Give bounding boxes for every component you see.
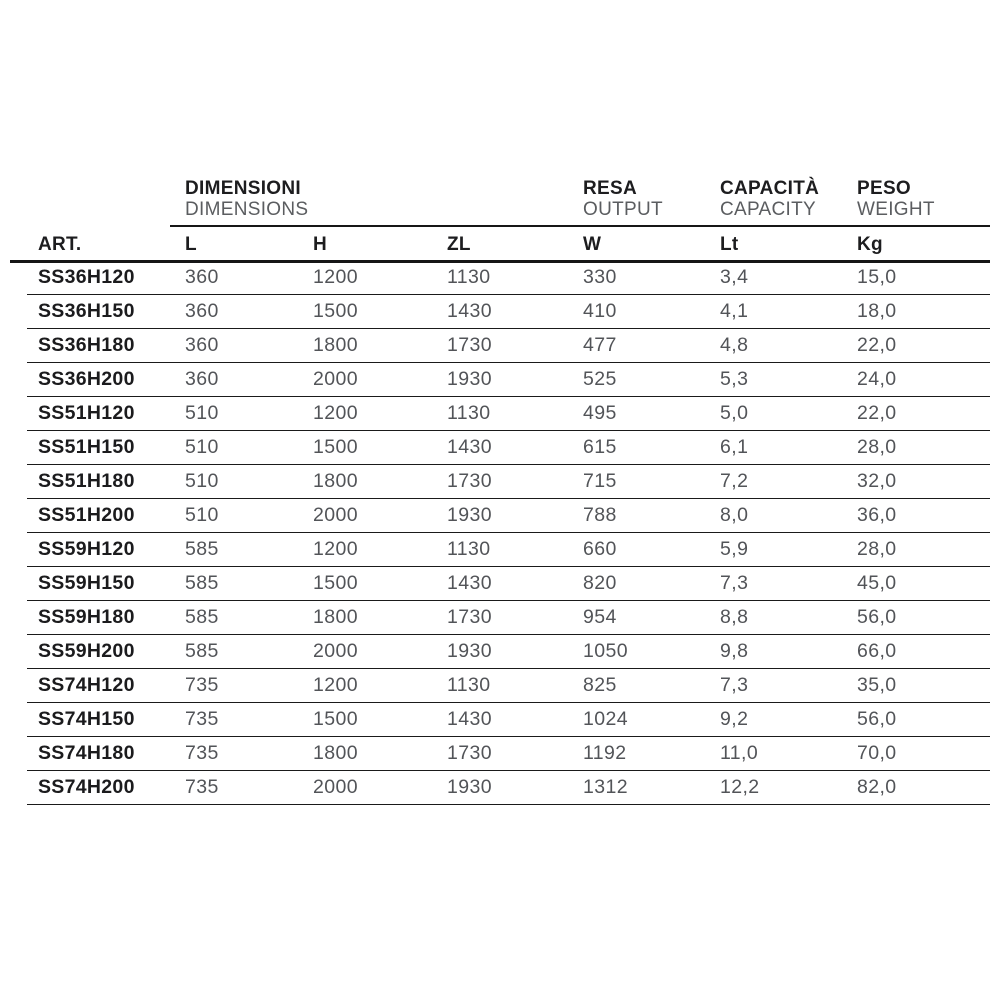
spec-value: 2000 (313, 499, 447, 533)
spec-value: 22,0 (857, 397, 990, 431)
spec-value: 525 (583, 363, 720, 397)
article-code: SS51H120 (27, 397, 185, 431)
spec-value: 32,0 (857, 465, 990, 499)
spec-value: 1312 (583, 771, 720, 805)
article-code: SS59H180 (27, 601, 185, 635)
spec-value: 1730 (447, 329, 583, 363)
spec-value: 585 (185, 601, 313, 635)
article-code: SS59H120 (27, 533, 185, 567)
spec-value: 510 (185, 465, 313, 499)
spec-value: 5,3 (720, 363, 857, 397)
spec-value: 1800 (313, 465, 447, 499)
spec-value: 66,0 (857, 635, 990, 669)
spec-value: 28,0 (857, 533, 990, 567)
spec-value: 45,0 (857, 567, 990, 601)
column-group-capacity (720, 178, 819, 220)
spec-value: 2000 (313, 771, 447, 805)
column-header-zl: ZL (447, 233, 471, 255)
spec-value: 1130 (447, 669, 583, 703)
article-code: SS74H180 (27, 737, 185, 771)
spec-value: 1200 (313, 397, 447, 431)
article-code: SS36H180 (27, 329, 185, 363)
spec-value: 1800 (313, 329, 447, 363)
spec-value: 735 (185, 703, 313, 737)
spec-value: 1800 (313, 601, 447, 635)
spec-value: 1500 (313, 567, 447, 601)
spec-value: 24,0 (857, 363, 990, 397)
spec-value: 510 (185, 499, 313, 533)
spec-value: 1430 (447, 431, 583, 465)
table-row (27, 737, 990, 771)
spec-value: 7,3 (720, 567, 857, 601)
spec-value: 360 (185, 329, 313, 363)
column-header-lt: Lt (720, 233, 739, 255)
spec-value: 4,1 (720, 295, 857, 329)
spec-value: 715 (583, 465, 720, 499)
column-header-kg: Kg (857, 233, 883, 255)
spec-value: 495 (583, 397, 720, 431)
spec-value: 510 (185, 397, 313, 431)
spec-value: 585 (185, 567, 313, 601)
spec-value: 735 (185, 669, 313, 703)
spec-value: 28,0 (857, 431, 990, 465)
spec-value: 1730 (447, 465, 583, 499)
spec-value: 12,2 (720, 771, 857, 805)
table-row (27, 703, 990, 737)
spec-value: 1130 (447, 533, 583, 567)
article-code: SS74H200 (27, 771, 185, 805)
spec-table (27, 228, 990, 805)
column-group-weight (857, 178, 935, 220)
table-row (27, 397, 990, 431)
spec-value: 9,8 (720, 635, 857, 669)
spec-value: 1800 (313, 737, 447, 771)
spec-value: 4,8 (720, 329, 857, 363)
column-group-output (583, 178, 663, 220)
spec-value: 5,0 (720, 397, 857, 431)
table-row (27, 771, 990, 805)
spec-value: 360 (185, 363, 313, 397)
group-label-italian: CAPACITÀ (720, 178, 820, 199)
spec-value: 585 (185, 635, 313, 669)
spec-value: 660 (583, 533, 720, 567)
spec-value: 1430 (447, 295, 583, 329)
spec-value: 585 (185, 533, 313, 567)
table-row (27, 261, 990, 295)
group-header-underline (170, 225, 990, 227)
column-header-art: ART. (38, 233, 82, 255)
group-label-english: WEIGHT (857, 199, 935, 220)
spec-value: 1930 (447, 363, 583, 397)
spec-value: 8,8 (720, 601, 857, 635)
spec-value: 15,0 (857, 261, 990, 295)
spec-value: 56,0 (857, 703, 990, 737)
spec-value: 1130 (447, 397, 583, 431)
spec-value: 360 (185, 295, 313, 329)
group-label-italian: DIMENSIONI (185, 178, 301, 199)
group-label-italian: RESA (583, 178, 637, 199)
spec-value: 56,0 (857, 601, 990, 635)
spec-value: 1430 (447, 703, 583, 737)
table-row (27, 431, 990, 465)
article-code: SS51H180 (27, 465, 185, 499)
spec-value: 954 (583, 601, 720, 635)
spec-value: 820 (583, 567, 720, 601)
spec-value: 5,9 (720, 533, 857, 567)
spec-value: 1200 (313, 261, 447, 295)
spec-value: 1130 (447, 261, 583, 295)
article-code: SS59H200 (27, 635, 185, 669)
column-header-l: L (185, 233, 197, 255)
spec-table-body (27, 261, 990, 805)
article-code: SS74H120 (27, 669, 185, 703)
spec-value: 410 (583, 295, 720, 329)
spec-value: 36,0 (857, 499, 990, 533)
spec-value: 510 (185, 431, 313, 465)
spec-value: 2000 (313, 363, 447, 397)
spec-value: 1500 (313, 703, 447, 737)
spec-value: 35,0 (857, 669, 990, 703)
table-row (27, 669, 990, 703)
spec-value: 788 (583, 499, 720, 533)
article-code: SS36H150 (27, 295, 185, 329)
spec-value: 1930 (447, 771, 583, 805)
table-row (27, 635, 990, 669)
table-row (27, 295, 990, 329)
spec-value: 2000 (313, 635, 447, 669)
article-code: SS51H150 (27, 431, 185, 465)
column-group-dimensions (185, 178, 308, 220)
spec-value: 18,0 (857, 295, 990, 329)
column-header-row (27, 228, 990, 261)
column-header-w: W (583, 233, 602, 255)
spec-value: 360 (185, 261, 313, 295)
spec-value: 825 (583, 669, 720, 703)
spec-value: 477 (583, 329, 720, 363)
article-code: SS36H200 (27, 363, 185, 397)
table-row (27, 567, 990, 601)
table-row (27, 499, 990, 533)
column-header-h: H (313, 233, 328, 255)
spec-value: 11,0 (720, 737, 857, 771)
article-code: SS59H150 (27, 567, 185, 601)
article-code: SS74H150 (27, 703, 185, 737)
spec-value: 1050 (583, 635, 720, 669)
group-label-italian: PESO (857, 178, 911, 199)
spec-value: 7,2 (720, 465, 857, 499)
spec-value: 1500 (313, 295, 447, 329)
spec-value: 1200 (313, 533, 447, 567)
spec-value: 615 (583, 431, 720, 465)
spec-value: 70,0 (857, 737, 990, 771)
spec-value: 1500 (313, 431, 447, 465)
article-code: SS36H120 (27, 261, 185, 295)
table-row (27, 601, 990, 635)
table-row (27, 465, 990, 499)
spec-value: 1024 (583, 703, 720, 737)
spec-value: 8,0 (720, 499, 857, 533)
table-row (27, 363, 990, 397)
spec-value: 6,1 (720, 431, 857, 465)
spec-value: 735 (185, 737, 313, 771)
table-row (27, 329, 990, 363)
article-code: SS51H200 (27, 499, 185, 533)
spec-value: 1430 (447, 567, 583, 601)
spec-value: 1730 (447, 737, 583, 771)
spec-value: 735 (185, 771, 313, 805)
spec-value: 3,4 (720, 261, 857, 295)
spec-value: 22,0 (857, 329, 990, 363)
spec-value: 1730 (447, 601, 583, 635)
group-label-english: CAPACITY (720, 199, 817, 220)
spec-value: 7,3 (720, 669, 857, 703)
spec-value: 1930 (447, 635, 583, 669)
spec-value: 1200 (313, 669, 447, 703)
group-label-english: DIMENSIONS (185, 199, 309, 220)
spec-value: 9,2 (720, 703, 857, 737)
spec-value: 1930 (447, 499, 583, 533)
group-label-english: OUTPUT (583, 199, 663, 220)
spec-value: 1192 (583, 737, 720, 771)
spec-value: 330 (583, 261, 720, 295)
spec-value: 82,0 (857, 771, 990, 805)
table-row (27, 533, 990, 567)
